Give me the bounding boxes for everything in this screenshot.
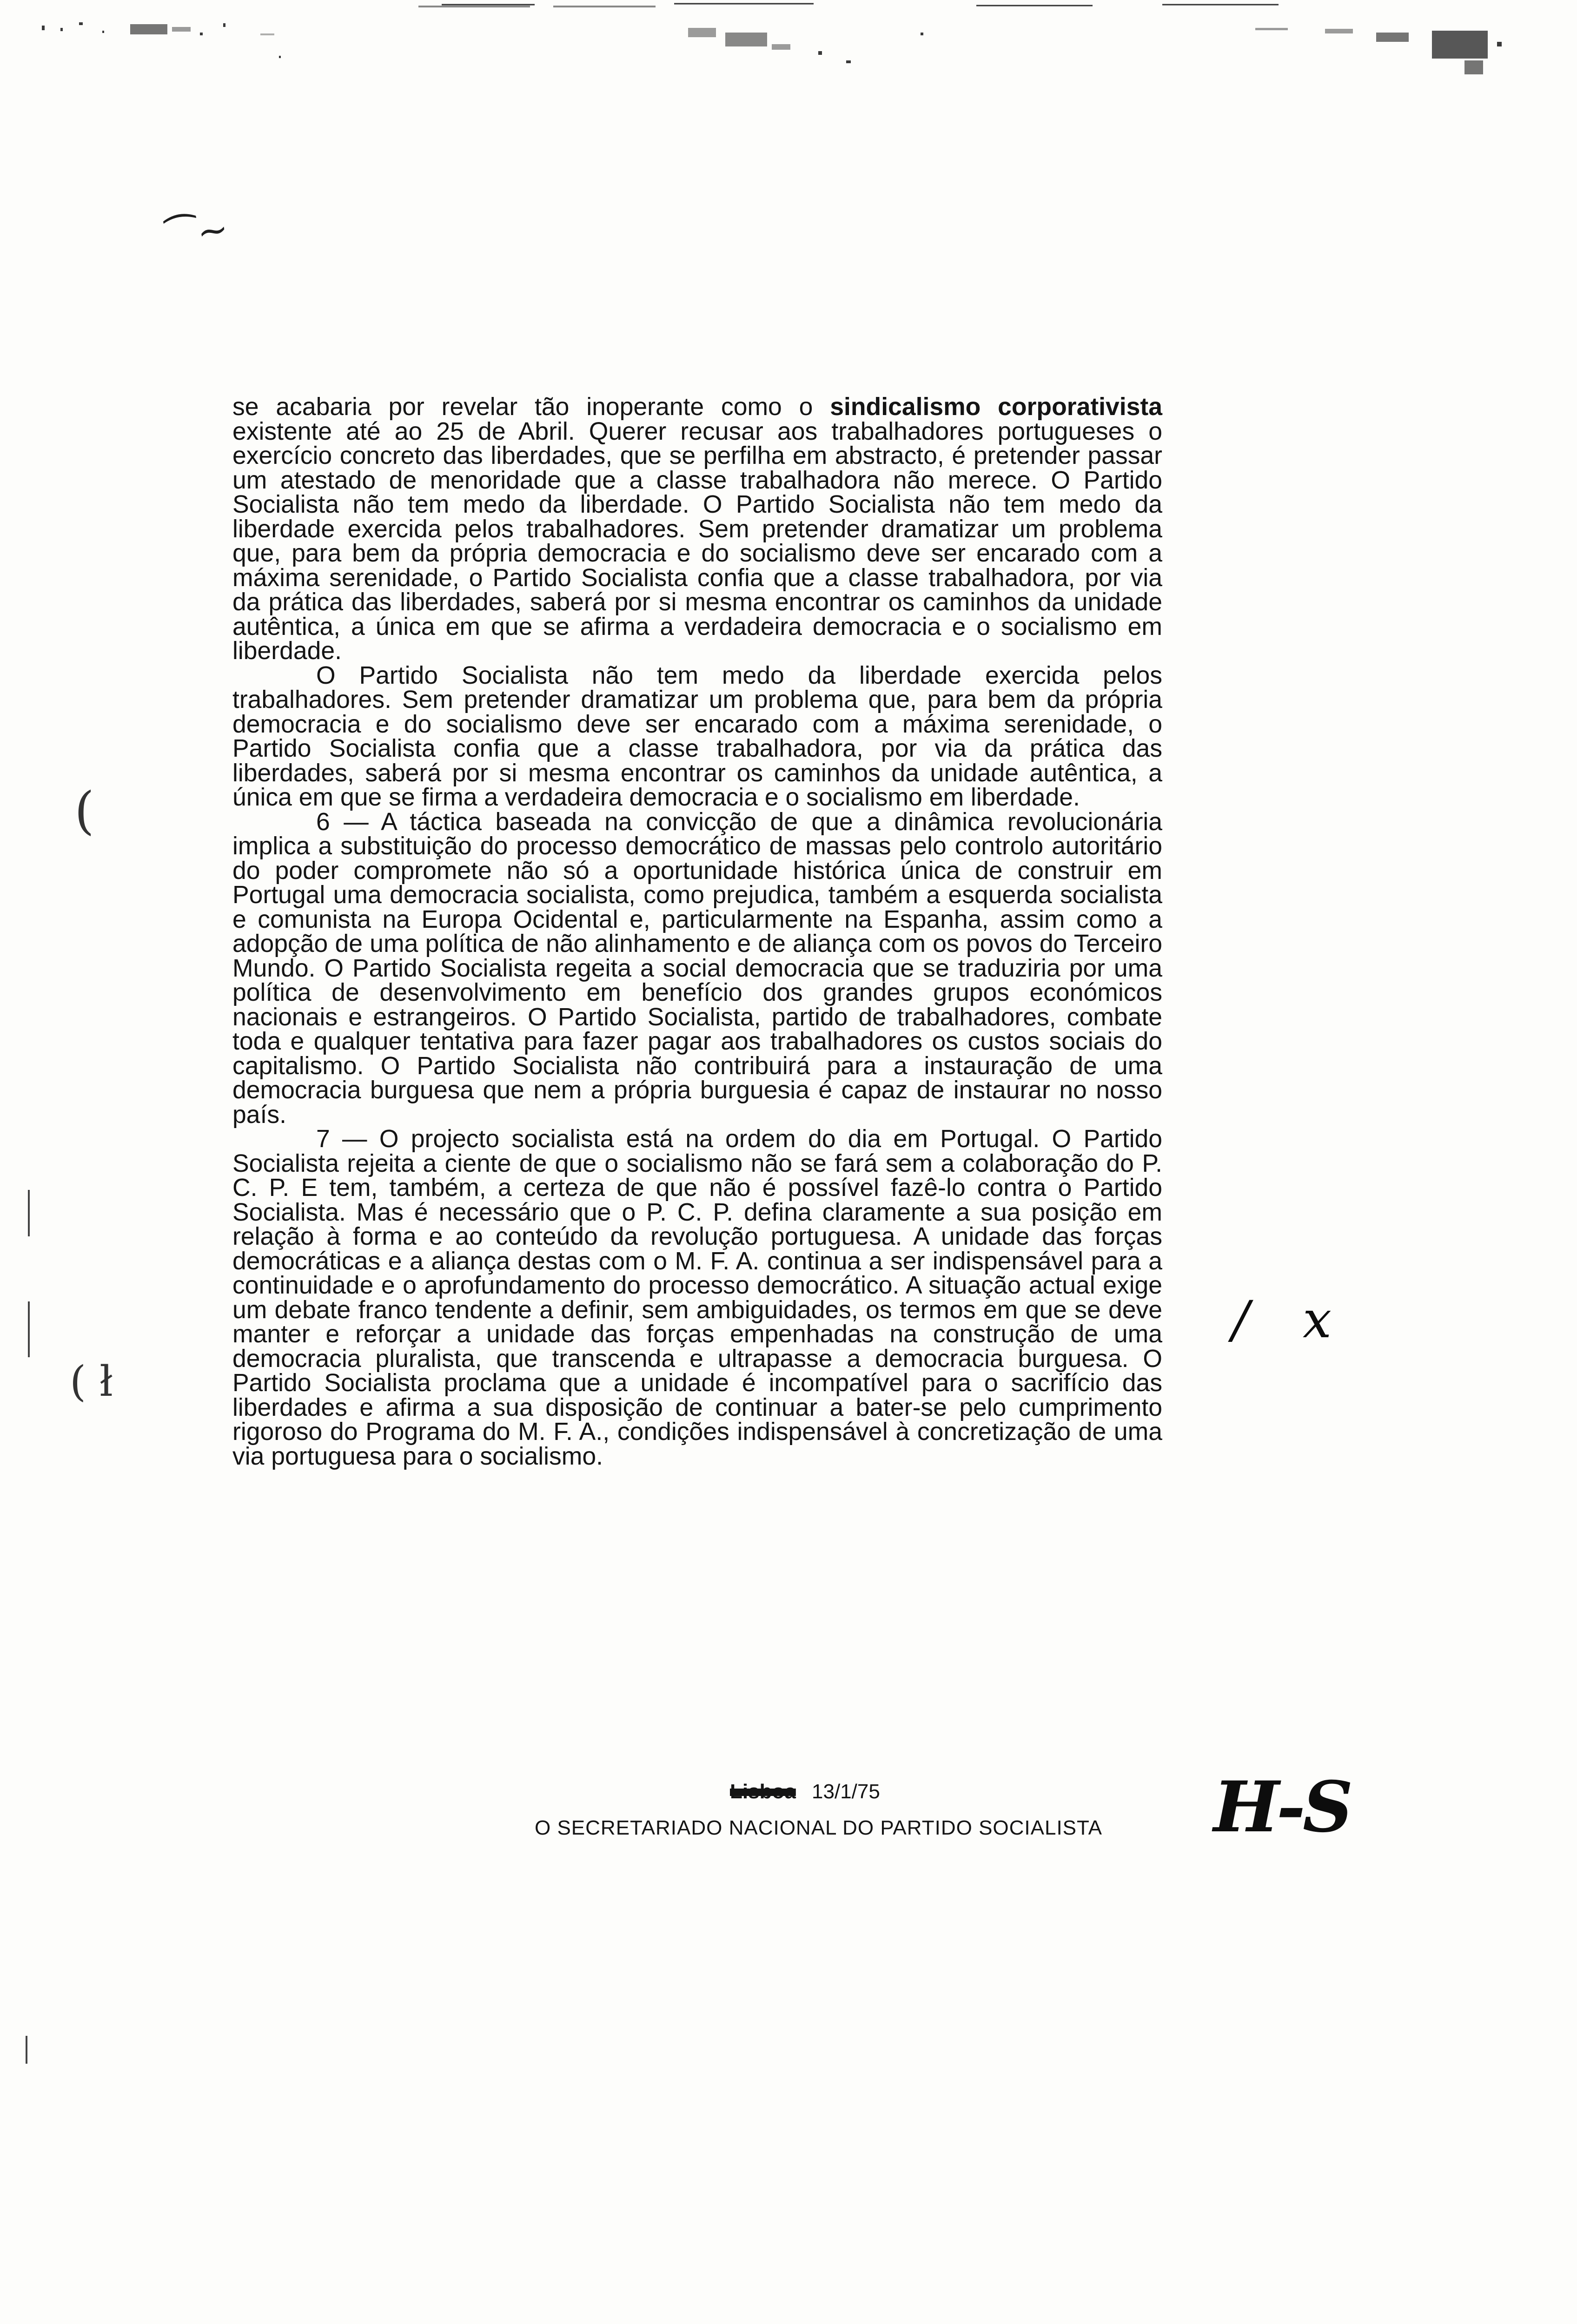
signature-line: O SECRETARIADO NACIONAL DO PARTIDO SOCIALISTA <box>535 1816 1102 1839</box>
paragraph-1-start: se acabaria por revelar tão inoperante como o <box>232 393 830 421</box>
scan-noise-top <box>0 0 1577 84</box>
handwritten-initials: H-S <box>1213 1766 1351 1848</box>
margin-parenthesis-mark: ( <box>74 781 94 840</box>
bold-phrase: sindicalismo corporativista <box>830 393 1162 421</box>
margin-line-mark <box>26 2036 27 2064</box>
paragraph-2: O Partido Socialista não tem medo da liberdade exercida pelos trabalhadores. Sem pretender dramatizar um problema que, para bem da própria democracia e do socialismo deve ser encarado com a máxima serenidade, o Partido Socialista confia que a classe trabalhadora, por via da prática das liberdades, saberá por si mesma encontrar os caminhos da unidade autêntica, a única em que se firma a verdadeira democracia e o socialismo em liberdade. <box>232 661 1162 811</box>
margin-scribble-top-left: ⁀~ <box>164 206 232 260</box>
margin-line-mark <box>28 1190 30 1236</box>
paragraph-4: 7 — O projecto socialista está na ordem do dia em Portugal. O Partido Socialista rejeita a ciente de que o socialismo não se fará sem a colaboração do P. C. P. E tem, também, a certeza de que não é possível fazê-lo contra o Partido Socialista. Mas é necessário que o P. C. P. defina claramente a sua posição em relação à forma e ao conteúdo da revolução portuguesa. A unidade das forças democráticas e a aliança destas com o M. F. A. continua a ser indispensável para a continuidade e o aprofundamento do processo democrático. A situação actual exige um debate franco tendente a definir, sem ambiguidades, os termos em que se deve manter e reforçar a unidade das forças empenhadas na construção de uma democracia pluralista, que transcenda e ultrapasse a democracia burguesa. O Partido Socialista proclama que a unidade é incompatível para o sacrifício das liberdades e afirma a sua disposição de continuar a bater-se pelo cumprimento rigoroso do Programa do M. F. A., condições indispensável à concretização de uma via portuguesa para o socialismo. <box>232 1125 1162 1470</box>
paragraph-3: 6 — A táctica baseada na convicção de que a dinâmica revolucionária implica a substituição do processo democrático de massas pelo controlo autoritário do poder compromete não só a oportunidade histórica única de construir em Portugal uma democracia socialista, como prejudica, também a esquerda socialista e comunista na Europa Ocidental e, particularmente na Espanha, assim como a adopção de uma política de não alinhamento e de aliança com os povos do Terceiro Mundo. O Partido Socialista regeita a social democracia que se traduziria por uma política de desenvolvimento em benefício dos grandes grupos económicos nacionais e estrangeiros. O Partido Socialista, partido de trabalhadores, combate toda e qualquer tentativa para fazer pagar aos trabalhadores os custos sociais do capitalismo. O Partido Socialista não contribuirá para a instauração de uma democracia burguesa que nem a própria burguesia é capaz de instaurar no nosso país. <box>232 808 1162 1129</box>
margin-line-mark <box>28 1301 30 1357</box>
date-line <box>730 1780 880 1803</box>
document-date: 13/1/75 <box>812 1780 880 1803</box>
margin-handwritten-mark: / x <box>1232 1290 1351 1349</box>
margin-parenthesis-mark-2: ( ł <box>70 1357 113 1406</box>
paragraph-1-rest: existente até ao 25 de Abril. Querer recusar aos trabalhadores portugueses o exercício concreto das liberdades, que se perfilha em abstracto, é pretender passar um atestado de menoridade que a classe trabalhadora não merece. O Partido Socialista não tem medo da liberdade. O Partido Socialista não tem medo da liberdade exercida pelos trabalhadores. Sem pretender dramatizar um problema que, para bem da própria democracia e do socialismo deve ser encarado com a máxima serenidade, o Partido Socialista confia que a classe trabalhadora, por via da prática das liberdades, saberá por si mesma encontrar os caminhos da unidade autêntica, a única em que se afirma a verdadeira democracia e o socialismo em liberdade. <box>232 417 1162 665</box>
document-body <box>232 395 1162 1469</box>
paragraph-1 <box>232 395 1162 664</box>
struck-place-name: Lisboa <box>730 1780 796 1803</box>
